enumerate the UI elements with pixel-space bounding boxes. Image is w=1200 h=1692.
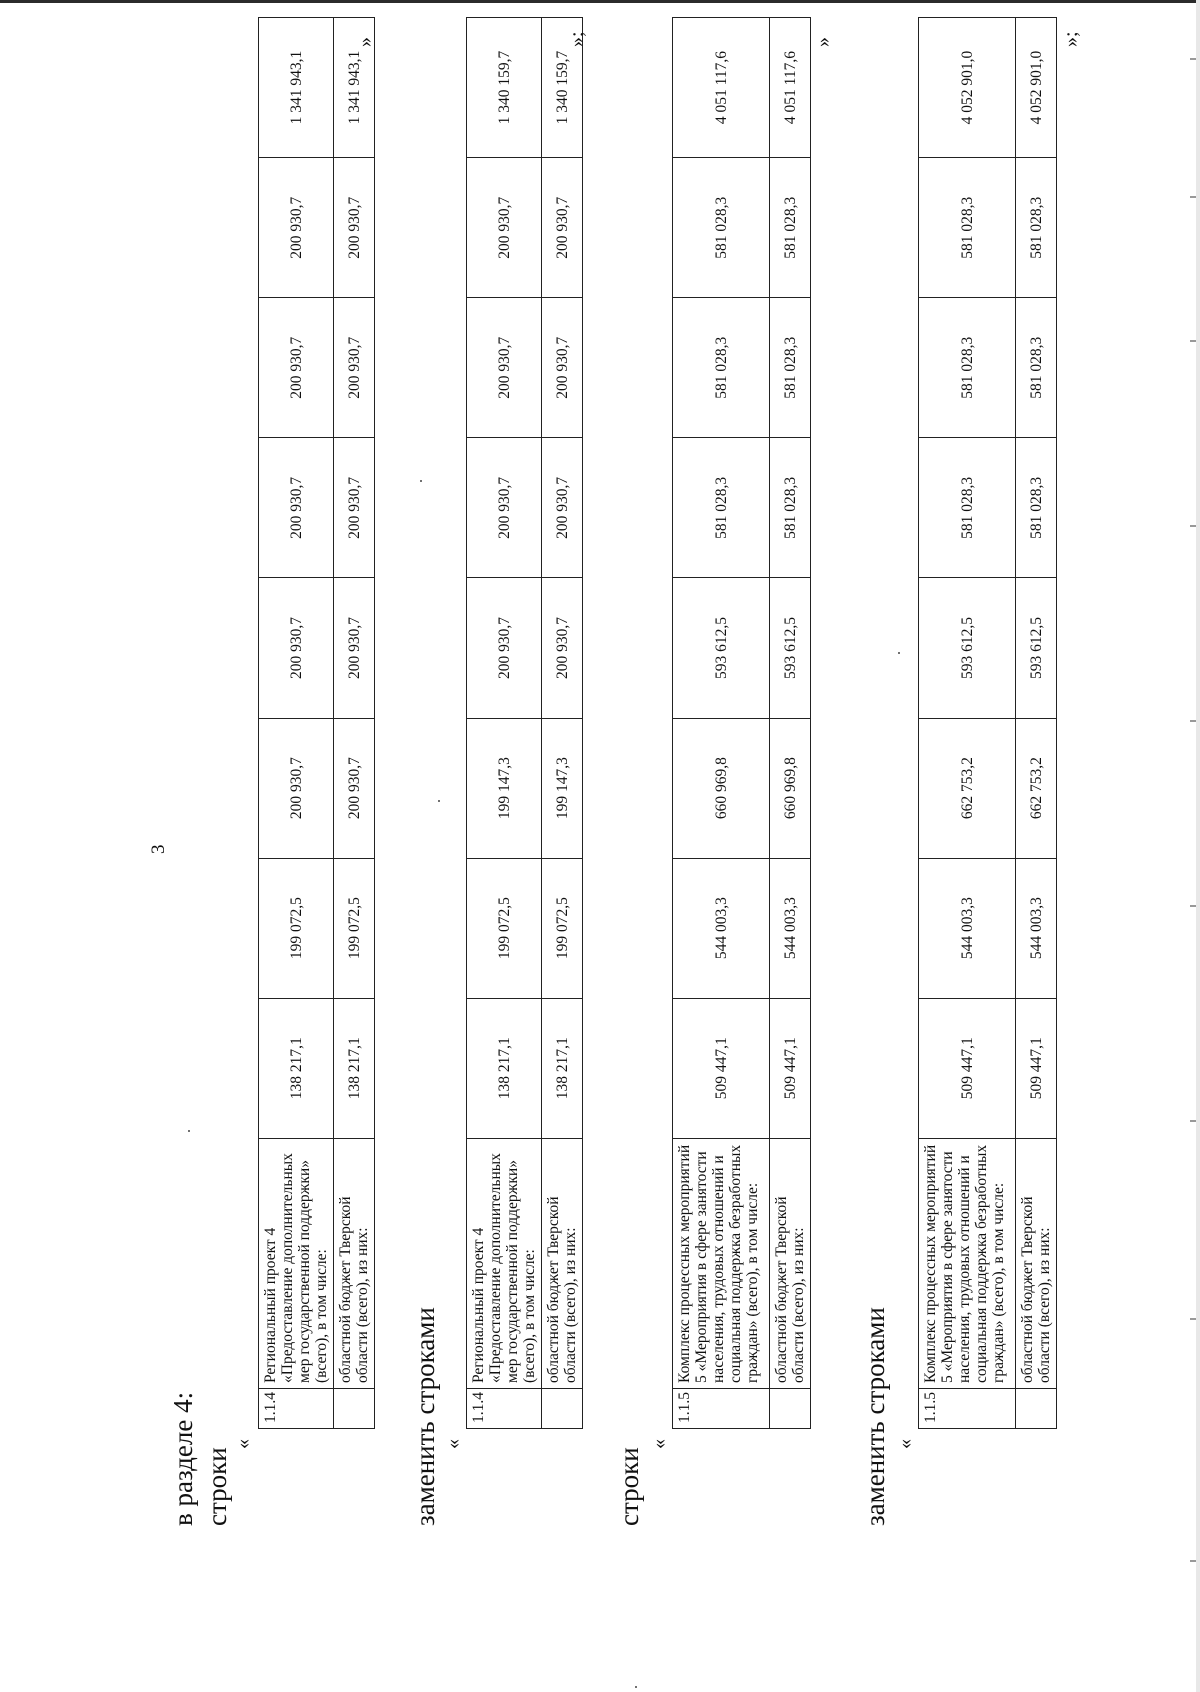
value-cell: 581 028,3 [1016,298,1057,438]
row-name: Комплекс процессных мероприятий 5 «Мероприятия в сфере занятости населения, трудовых отношений и социальная поддержка безработных граждан» (всего), в том числе: [673,1138,770,1388]
value-cell: 581 028,3 [770,438,811,578]
quote-close: » [354,37,376,47]
value-cell: 581 028,3 [919,158,1016,298]
quote-close: » [812,37,834,47]
value-cell: 200 930,7 [467,578,542,718]
row-number [334,1388,375,1428]
quote-open: « [648,1439,670,1449]
value-cell: 200 930,7 [259,438,334,578]
value-cell: 200 930,7 [467,158,542,298]
value-cell: 200 930,7 [542,298,583,438]
table-row [467,18,542,1429]
value-cell: 199 072,5 [542,858,583,998]
value-cell: 509 447,1 [919,998,1016,1138]
quote-open: « [232,1439,254,1449]
value-cell: 199 147,3 [467,718,542,858]
row-name: областной бюджет Тверской области (всего), из них: [1016,1138,1057,1388]
total-cell: 1 340 159,7 [467,18,542,158]
quote-open: « [894,1439,916,1449]
amendment-table [258,17,375,1429]
value-cell: 662 753,2 [1016,718,1057,858]
value-cell: 581 028,3 [1016,438,1057,578]
value-cell: 581 028,3 [1016,158,1057,298]
row-number: 1.1.5 [919,1388,1016,1428]
value-cell: 138 217,1 [467,998,542,1138]
section-heading: в разделе 4: [168,1391,198,1526]
value-cell: 200 930,7 [334,438,375,578]
rows-label: строки [614,1447,644,1526]
value-cell: 199 072,5 [334,858,375,998]
value-cell: 200 930,7 [334,158,375,298]
value-cell: 509 447,1 [770,998,811,1138]
value-cell: 200 930,7 [259,578,334,718]
value-cell: 593 612,5 [1016,578,1057,718]
total-cell: 4 051 117,6 [673,18,770,158]
value-cell: 581 028,3 [919,438,1016,578]
value-cell: 544 003,3 [770,858,811,998]
total-cell: 1 341 943,1 [259,18,334,158]
value-cell: 199 072,5 [467,858,542,998]
amendment-table [466,17,583,1429]
table-row [259,18,334,1429]
row-name: областной бюджет Тверской области (всего), из них: [542,1138,583,1388]
value-cell: 200 930,7 [259,718,334,858]
table-row [919,18,1016,1429]
value-cell: 200 930,7 [467,438,542,578]
value-cell: 581 028,3 [673,158,770,298]
quote-close-semicolon: »; [1060,31,1082,47]
row-number: 1.1.5 [673,1388,770,1428]
value-cell: 581 028,3 [770,298,811,438]
table-row [673,18,770,1429]
value-cell: 200 930,7 [259,158,334,298]
value-cell: 200 930,7 [334,298,375,438]
value-cell: 593 612,5 [770,578,811,718]
row-name: Комплекс процессных мероприятий 5 «Мероприятия в сфере занятости населения, трудовых отношений и социальная поддержка безработных граждан» (всего), в том числе: [919,1138,1016,1388]
total-cell: 4 052 901,0 [919,18,1016,158]
total-cell: 1 341 943,1 [334,18,375,158]
value-cell: 199 147,3 [542,718,583,858]
value-cell: 593 612,5 [919,578,1016,718]
value-cell: 544 003,3 [1016,858,1057,998]
quote-close-semicolon: »; [566,31,588,47]
amendment-table [918,17,1057,1429]
value-cell: 581 028,3 [673,438,770,578]
row-number [770,1388,811,1428]
amendment-table [672,17,811,1429]
total-cell: 4 052 901,0 [1016,18,1057,158]
row-name: областной бюджет Тверской области (всего), из них: [334,1138,375,1388]
value-cell: 138 217,1 [259,998,334,1138]
value-cell: 200 930,7 [542,158,583,298]
value-cell: 544 003,3 [919,858,1016,998]
value-cell: 660 969,8 [770,718,811,858]
value-cell: 138 217,1 [542,998,583,1138]
replace-label: заменить строками [860,1307,890,1526]
value-cell: 509 447,1 [673,998,770,1138]
value-cell: 509 447,1 [1016,998,1057,1138]
value-cell: 544 003,3 [673,858,770,998]
value-cell: 200 930,7 [259,298,334,438]
row-number: 1.1.4 [259,1388,334,1428]
row-name: Региональный проект 4 «Предоставление дополнительных мер государственной поддержки» (всего), в том числе: [467,1138,542,1388]
row-number [542,1388,583,1428]
row-number: 1.1.4 [467,1388,542,1428]
quote-open: « [442,1439,464,1449]
value-cell: 662 753,2 [919,718,1016,858]
table-row [770,18,811,1429]
total-cell: 1 340 159,7 [542,18,583,158]
row-number [1016,1388,1057,1428]
row-name: Региональный проект 4 «Предоставление дополнительных мер государственной поддержки» (всего), в том числе: [259,1138,334,1388]
value-cell: 581 028,3 [770,158,811,298]
total-cell: 4 051 117,6 [770,18,811,158]
value-cell: 200 930,7 [334,578,375,718]
row-name: областной бюджет Тверской области (всего), из них: [770,1138,811,1388]
value-cell: 200 930,7 [542,438,583,578]
page-number: 3 [148,844,169,854]
table-row [1016,18,1057,1429]
value-cell: 200 930,7 [467,298,542,438]
value-cell: 200 930,7 [334,718,375,858]
value-cell: 199 072,5 [259,858,334,998]
rows-label: строки [202,1447,232,1526]
value-cell: 581 028,3 [919,298,1016,438]
table-row [542,18,583,1429]
value-cell: 138 217,1 [334,998,375,1138]
value-cell: 581 028,3 [673,298,770,438]
value-cell: 200 930,7 [542,578,583,718]
value-cell: 593 612,5 [673,578,770,718]
replace-label: заменить строками [410,1307,440,1526]
value-cell: 660 969,8 [673,718,770,858]
table-row [334,18,375,1429]
